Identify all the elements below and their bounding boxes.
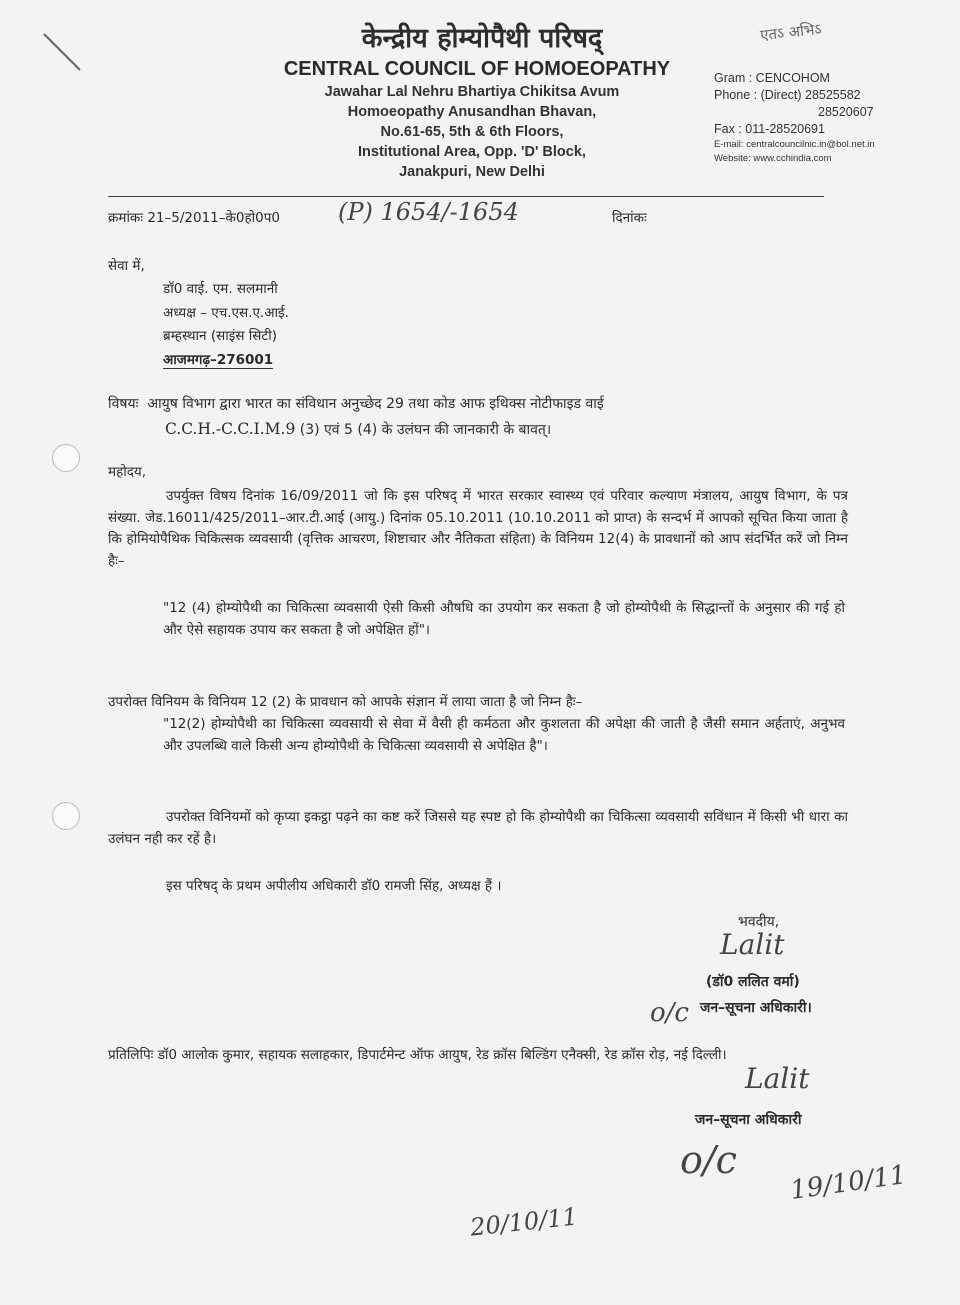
website: Website: www.cchindia.com <box>714 153 832 164</box>
handwritten-date: 19/10/11 <box>788 1160 909 1206</box>
copy-signature-handwritten: Lalit <box>745 1062 810 1095</box>
date-label: दिनांकः <box>612 210 647 226</box>
recipient-address <box>163 278 289 372</box>
paragraph-4: इस परिषद् के प्रथम अपीलीय अधिकारी डॉ0 रामजी सिंह, अध्यक्ष हैं । <box>166 878 502 894</box>
signatory-name: (डॉ0 ललित वर्मा) <box>706 974 800 990</box>
gram: Gram : CENCOHOM <box>714 71 830 85</box>
closing: भवदीय, <box>738 914 780 930</box>
stamp-date: 20/10/11 <box>468 1202 579 1242</box>
recipient-line: अध्यक्ष – एच.एस.ए.आई. <box>163 304 289 321</box>
address-line: Janakpuri, New Delhi <box>399 164 545 180</box>
signature-handwritten: Lalit <box>720 928 785 961</box>
fax: Fax : 011-28520691 <box>714 122 825 136</box>
subject-line-1: आयुष विभाग द्वारा भारत का संविधान अनुच्छेद 29 तथा कोड आफ इथिक्स नोटीफाइड वाई <box>147 396 604 412</box>
contact-block <box>714 70 944 166</box>
address-line: Institutional Area, Opp. 'D' Block, <box>358 144 586 160</box>
copy-to: प्रतिलिपिः डॉ0 आलोक कुमार, सहायक सलाहकार, डिपार्टमेन्ट ऑफ आयुष, रेड क्रॉस बिल्डिंग एनैक्सी, रेड क्रॉस रोड़, नई दिल्ली। <box>108 1047 727 1063</box>
phone-direct: Phone : (Direct) 28525582 <box>714 88 861 102</box>
signatory-designation: जन–सूचना अधिकारी। <box>700 1000 812 1016</box>
paragraph-2: उपरोक्त विनियम के विनियम 12 (2) के प्रावधान को आपके संज्ञान में लाया जाता है जो निम्न हैः– <box>108 694 583 710</box>
copy-oc-handwritten: o/c <box>680 1138 737 1182</box>
header-divider <box>108 196 824 197</box>
address-line: No.61-65, 5th & 6th Floors, <box>380 124 564 140</box>
address-line: Jawahar Lal Nehru Bhartiya Chikitsa Avum <box>324 84 620 100</box>
address-line: Homoeopathy Anusandhan Bhavan, <box>347 104 597 120</box>
paragraph-1: उपर्युक्त विषय दिनांक 16/09/2011 जो कि इस परिषद् में भारत सरकार स्वास्थ्य एवं परिवार कल्याण मंत्रालय, आयुष विभाग, के पत्र संख्या. जेड.16011/425/2011–आर.टी.आई (आयु.) दिनांक 05.10.2011 (10.10.2011 को प्राप्त) के सन्दर्भ में आपको सूचित किया जाता है कि होमियोपैथिक चिकित्सक व्यवसायी (वृत्तिक आचरण, शिष्टाचार और नैतिकता संहिता) के विनियम 12(4) के प्रावधानों को आप संदर्भित करें जो निम्न हैः– <box>108 488 848 569</box>
paragraph-3: उपरोक्त विनियमों को कृप्या इकट्ठा पढ़ने का कष्ट करें जिससे यह स्पष्ट हो कि होम्योपैथी का चिकित्सा व्यवसायी सविंधान में किसी भी धारा का उलंघन नही कर रहें है। <box>108 809 848 847</box>
oc-handwritten: o/c <box>650 998 689 1028</box>
punch-hole <box>52 802 80 830</box>
email: E-mail: centralcouncilnic.in@bol.net.in <box>714 139 875 150</box>
phone-second: 28520607 <box>818 105 874 119</box>
council-title-hindi: केन्द्रीय होम्योपैथी परिषद् <box>361 23 603 54</box>
subject <box>108 392 828 443</box>
copy-designation: जन–सूचना अधिकारी <box>695 1112 802 1128</box>
handwritten-reference: (P) 1654/-1654 <box>338 198 519 226</box>
recipient-line: डॉ0 वाई. एम. सलमानी <box>163 281 278 297</box>
subject-line-2: (3) एवं 5 (4) के उलंघन की जानकारी के बावत्। <box>295 422 552 438</box>
recipient-line: ब्रम्हस्थान (साइंस सिटी) <box>163 328 277 344</box>
punch-hole <box>52 444 80 472</box>
subject-code: C.C.H.-C.C.I.M.9 <box>165 420 296 438</box>
handwritten-note-top: एतऽ अभिऽ <box>759 19 823 45</box>
recipient-city: आजमगढ़–276001 <box>163 351 274 368</box>
reference-number: क्रमांकः 21–5/2011–के0हो0प0 <box>108 210 280 226</box>
recipient-to: सेवा में, <box>108 258 145 274</box>
council-address <box>262 82 682 182</box>
quote-1: "12 (4) होम्योपैथी का चिकित्सा व्यवसायी ऐसी किसी औषधि का उपयोग कर सकता है जो होम्योपैथी के सिद्धान्तों के अनुसार की गई हो और ऐसे सहायक उपाय कर सकता है जो अपेक्षित हों"। <box>163 600 845 638</box>
council-title-english: CENTRAL COUNCIL OF HOMOEOPATHY <box>283 58 671 80</box>
salutation: महोदय, <box>108 464 147 480</box>
quote-2: "12(2) होम्योपैथी का चिकित्सा व्यवसायी से सेवा में वैसी ही कर्मठता और कुशलता की अपेक्षा की जाती है जैसी समान अर्हताएं, अनुभव और उपलब्धि वाले किसी अन्य होम्योपैथी के चिकित्सा व्यवसायी से अपेक्षित है"। <box>163 716 845 754</box>
subject-label: विषयः <box>108 396 139 412</box>
pin-mark <box>40 30 90 80</box>
